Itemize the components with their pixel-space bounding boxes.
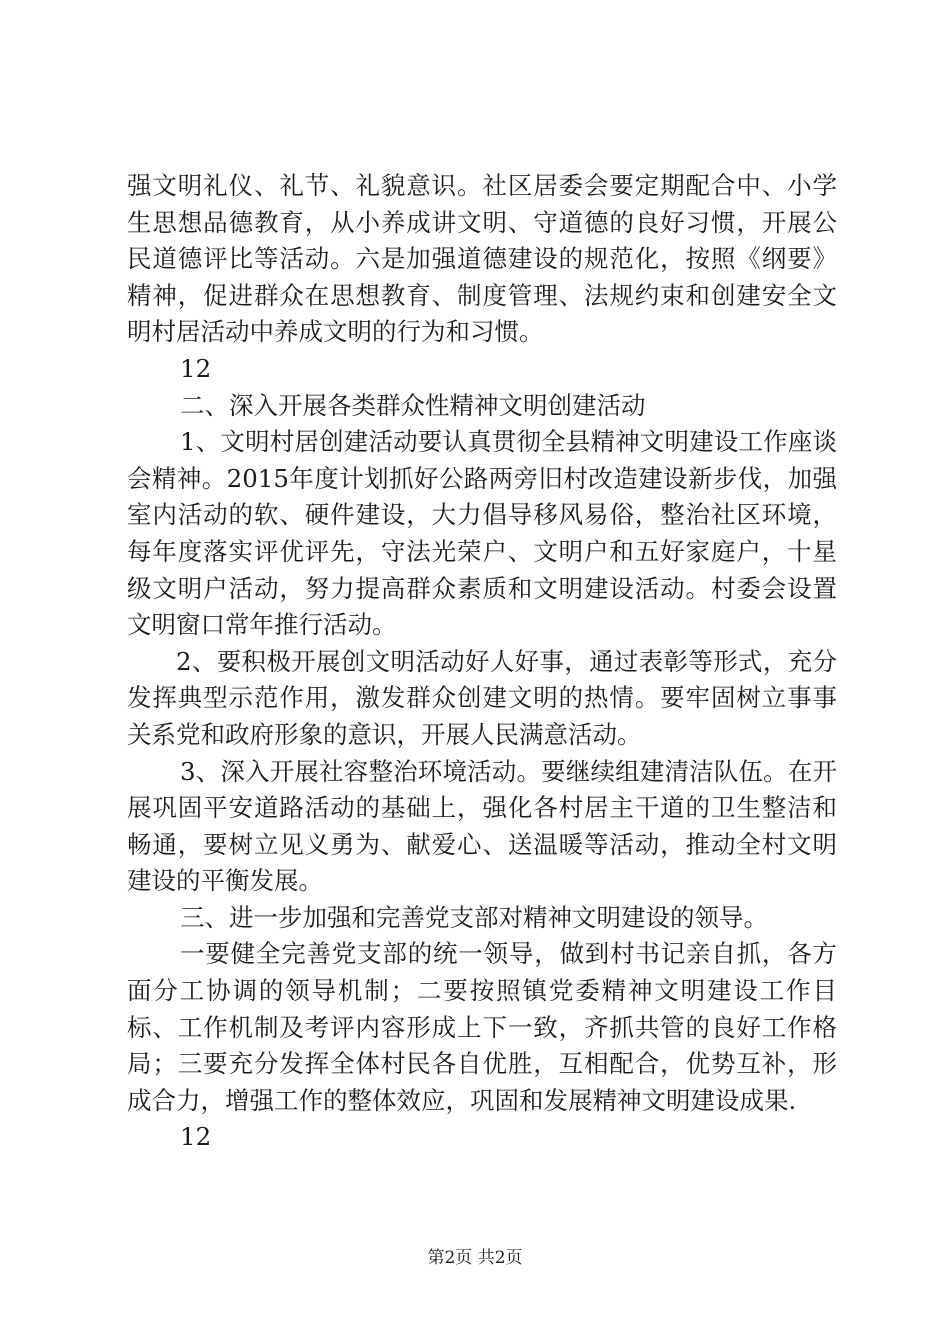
page-number-marker: 12 xyxy=(180,353,212,383)
document-body xyxy=(127,168,837,1156)
page-number-marker-2: 12 xyxy=(180,1122,212,1152)
paragraph-continuation: 强文明礼仪、礼节、礼貌意识。社区居委会要定期配合中、小学生思想品德教育，从小养成讲文明、守道德的良好习惯，开展公民道德评比等活动。六是加强道德建设的规范化，按照《纲要》精神，促进群众在思想教育、制度管理、法规约束和创建安全文明村居活动中养成文明的行为和习惯。 xyxy=(127,171,837,347)
page-footer: 第2页 共2页 xyxy=(427,1248,523,1268)
section-heading-3: 三、进一步加强和完善党支部对精神文明建设的领导。 xyxy=(180,902,768,932)
paragraph-item-3: 3、深入开展社容整治环境活动。要继续组建清洁队伍。在开展巩固平安道路活动的基础上，强化各村居主干道的卫生整洁和畅通，要树立见义勇为、献爱心、送温暖等活动，推动全村文明建设的平衡发展。 xyxy=(127,756,837,896)
paragraph-item-2: 2、要积极开展创文明活动好人好事，通过表彰等形式，充分发挥典型示范作用，激发群众创建文明的热情。要牢固树立事事关系党和政府形象的意识，开展人民满意活动。 xyxy=(127,646,837,749)
paragraph-item-1: 1、文明村居创建活动要认真贯彻全县精神文明建设工作座谈会精神。2015年度计划抓好公路两旁旧村改造建设新步伐，加强室内活动的软、硬件建设，大力倡导移风易俗，整治社区环境，每年度落实评优评先，守法光荣户、文明户和五好家庭户，十星级文明户活动，努力提高群众素质和文明建设活动。村委会设置文明窗口常年推行活动。 xyxy=(127,427,837,640)
section-heading-2: 二、深入开展各类群众性精神文明创建活动 xyxy=(180,390,646,420)
paragraph-leadership: 一要健全完善党支部的统一领导，做到村书记亲自抓，各方面分工协调的领导机制；二要按照镇党委精神文明建设工作目标、工作机制及考评内容形成上下一致，齐抓共管的良好工作格局；三要充分发挥全体村民各自优胜，互相配合，优势互补，形成合力，增强工作的整体效应，巩固和发展精神文明建设成果. xyxy=(127,939,837,1115)
